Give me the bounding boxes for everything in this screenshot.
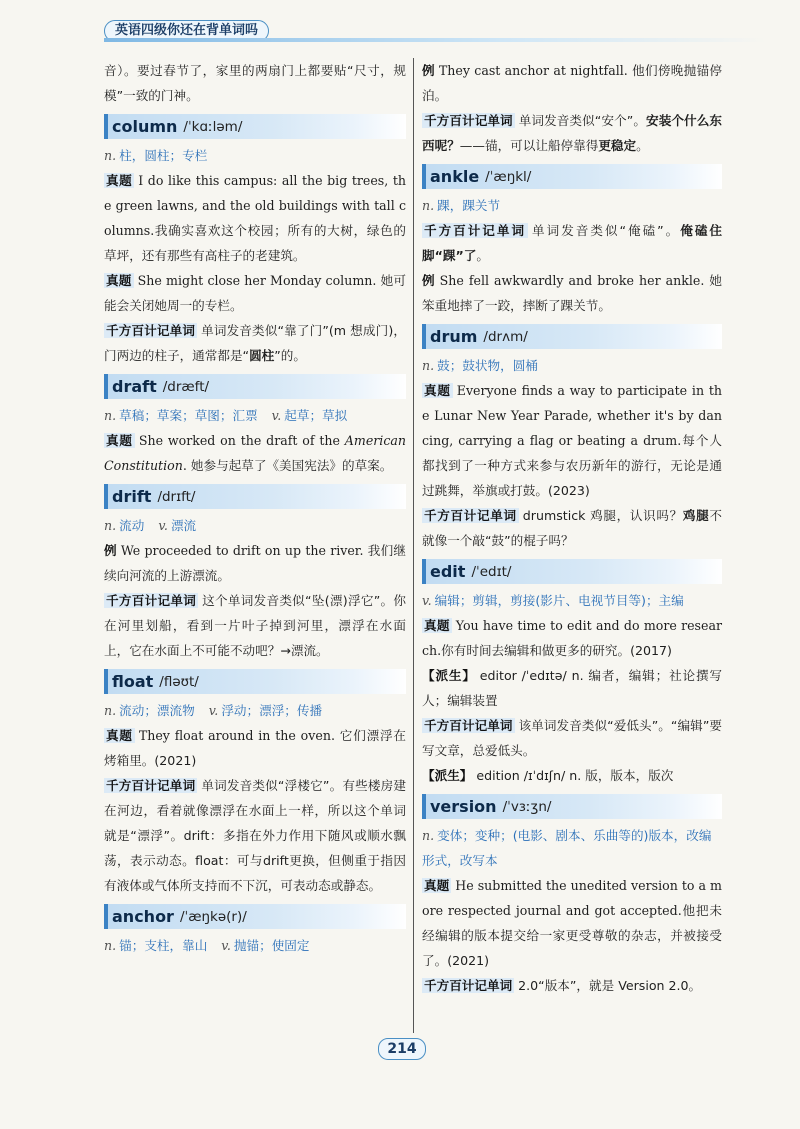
headword: anchor	[112, 907, 174, 926]
memory-tip: 千方百计记单词 这个单词发音类似“坠(漂)浮它”。你在河里划船，看到一片叶子掉到河里，漂浮在水面上，它在水面上不可能不动吧？→漂流。	[104, 593, 406, 658]
memory-tip: 千方百计记单词 drumstick 鸡腿，认识吗？鸡腿不就像一个敲“鼓”的棍子吗？	[422, 508, 723, 548]
memory-tip: 千方百计记单词 单词发音类似“靠了门”(m 想成门)，门两边的柱子，通常都是“圆柱”的。	[104, 323, 406, 363]
example: 真题 Everyone finds a way to participate in the Lunar New Year Parade, whether it's by dancing, carrying a flag or beating a drum.每个人都找到了一种方式来参与农历新年的游行，无论是通过跳舞，举旗或打鼓。(2023)	[422, 383, 723, 498]
headword: drum	[430, 327, 478, 346]
example: 例 She fell awkwardly and broke her ankle. 她笨重地摔了一跤，摔断了踝关节。	[422, 273, 723, 313]
phonetic: /dræft/	[162, 378, 210, 395]
definition: n. 踝，踝关节	[422, 198, 501, 213]
entry-header-drift	[104, 484, 406, 509]
memory-tip: 千方百计记单词 单词发音类似“安个”。安装个什么东西呢？——锚，可以让船停靠得更稳定。	[422, 113, 723, 153]
derivative: 【派生】 edition /ɪˈdɪʃn/ n. 版，版本，版次	[422, 768, 674, 783]
headword: float	[112, 672, 154, 691]
memory-tip: 千方百计记单词 2.0“版本”，就是 Version 2.0。	[424, 978, 702, 993]
phonetic: /ˈvɜːʒn/	[502, 798, 552, 815]
phonetic: /drɪft/	[157, 488, 196, 505]
example: 真题 She might close her Monday column. 她可能会关闭她周一的专栏。	[104, 273, 406, 313]
definition: n. 草稿；草案；草图；汇票 v. 起草；草拟	[104, 408, 348, 423]
headword: version	[430, 797, 497, 816]
derivative: 【派生】 editor /ˈedɪtə/ n. 编者，编辑；社论撰写人；编辑装置	[422, 668, 722, 708]
phonetic: /ˈæŋkə(r)/	[179, 908, 247, 925]
left-column	[104, 58, 406, 1033]
header-rule	[104, 38, 766, 42]
example: 例 We proceeded to drift on up the river. 我们继续向河流的上游漂流。	[104, 543, 407, 583]
definition: n. 鼓；鼓状物，圆桶	[422, 358, 538, 373]
entry-header-edit	[422, 559, 722, 584]
memory-tip: 千方百计记单词 单词发音类似“浮楼它”。有些楼房建在河边，看着就像漂浮在水面上一样，所以这个单词就是“漂浮”。drift：多指在外力作用下随风或顺水飘荡，表示动态。float：可与drift更换，但侧重于指因有液体或气体所支持而不下沉，可表动态或静态。	[104, 778, 406, 893]
right-column	[422, 58, 722, 1033]
example: 真题 You have time to edit and do more research.你有时间去编辑和做更多的研究。(2017)	[422, 618, 723, 658]
phonetic: /ˈedɪt/	[471, 563, 512, 580]
entry-header-drum	[422, 324, 722, 349]
example: 例 They cast anchor at nightfall. 他们傍晚抛锚停泊。	[422, 63, 723, 103]
example: 真题 I do like this campus: all the big trees, the green lawns, and the old buildings with tall columns.我确实喜欢这个校园；所有的大树，绿色的草坪，还有那些有高柱子的老建筑。	[104, 173, 406, 263]
phonetic: /ˈæŋkl/	[485, 168, 532, 185]
entry-header-version	[422, 794, 722, 819]
phonetic: /ˈkɑːləm/	[183, 118, 243, 135]
memory-tip: 千方百计记单词 单词发音类似“俺磕”。俺磕住脚“踝”了。	[422, 223, 723, 263]
entry-header-anchor	[104, 904, 406, 929]
entry-header-float	[104, 669, 406, 694]
phonetic: /fləʊt/	[159, 673, 199, 690]
phonetic: /drʌm/	[483, 328, 528, 345]
book-title: 英语四级你还在背单词吗	[115, 23, 259, 38]
entry-header-draft	[104, 374, 406, 399]
definition: n. 流动 v. 漂流	[104, 518, 197, 533]
headword: column	[112, 117, 178, 136]
page-number: 214	[378, 1038, 426, 1060]
column-divider	[413, 58, 414, 1033]
example: 真题 He submitted the unedited version to a more respected journal and got accepted.他把未经编辑的版本提交给一家更受尊敬的杂志，并被接受了。(2021)	[422, 878, 722, 968]
headword: draft	[112, 377, 157, 396]
example: 真题 She worked on the draft of the American Constitution. 她参与起草了《美国宪法》的草案。	[104, 433, 406, 473]
memory-tip: 千方百计记单词 该单词发音类似“爱低头”。“编辑”要写文章，总爱低头。	[422, 718, 722, 758]
definition: v. 编辑；剪辑，剪接(影片、电视节目等)；主编	[422, 593, 684, 608]
intro-text: 音）。要过春节了，家里的两扇门上都要贴“尺寸，规模”一致的门神。	[104, 63, 406, 103]
definition: n. 流动；漂流物 v. 浮动；漂浮；传播	[104, 703, 323, 718]
example: 真题 They float around in the oven. 它们漂浮在烤箱里。(2021)	[104, 728, 406, 768]
headword: ankle	[430, 167, 480, 186]
entry-header-column	[104, 114, 406, 139]
definition: n. 锚；支柱，靠山 v. 抛锚；使固定	[104, 938, 310, 953]
definition: n. 变体；变种；(电影、剧本、乐曲等的)版本，改编形式，改写本	[422, 828, 712, 868]
entry-header-ankle	[422, 164, 722, 189]
definition: n. 柱，圆柱；专栏	[104, 148, 208, 163]
headword: drift	[112, 487, 152, 506]
headword: edit	[430, 562, 466, 581]
